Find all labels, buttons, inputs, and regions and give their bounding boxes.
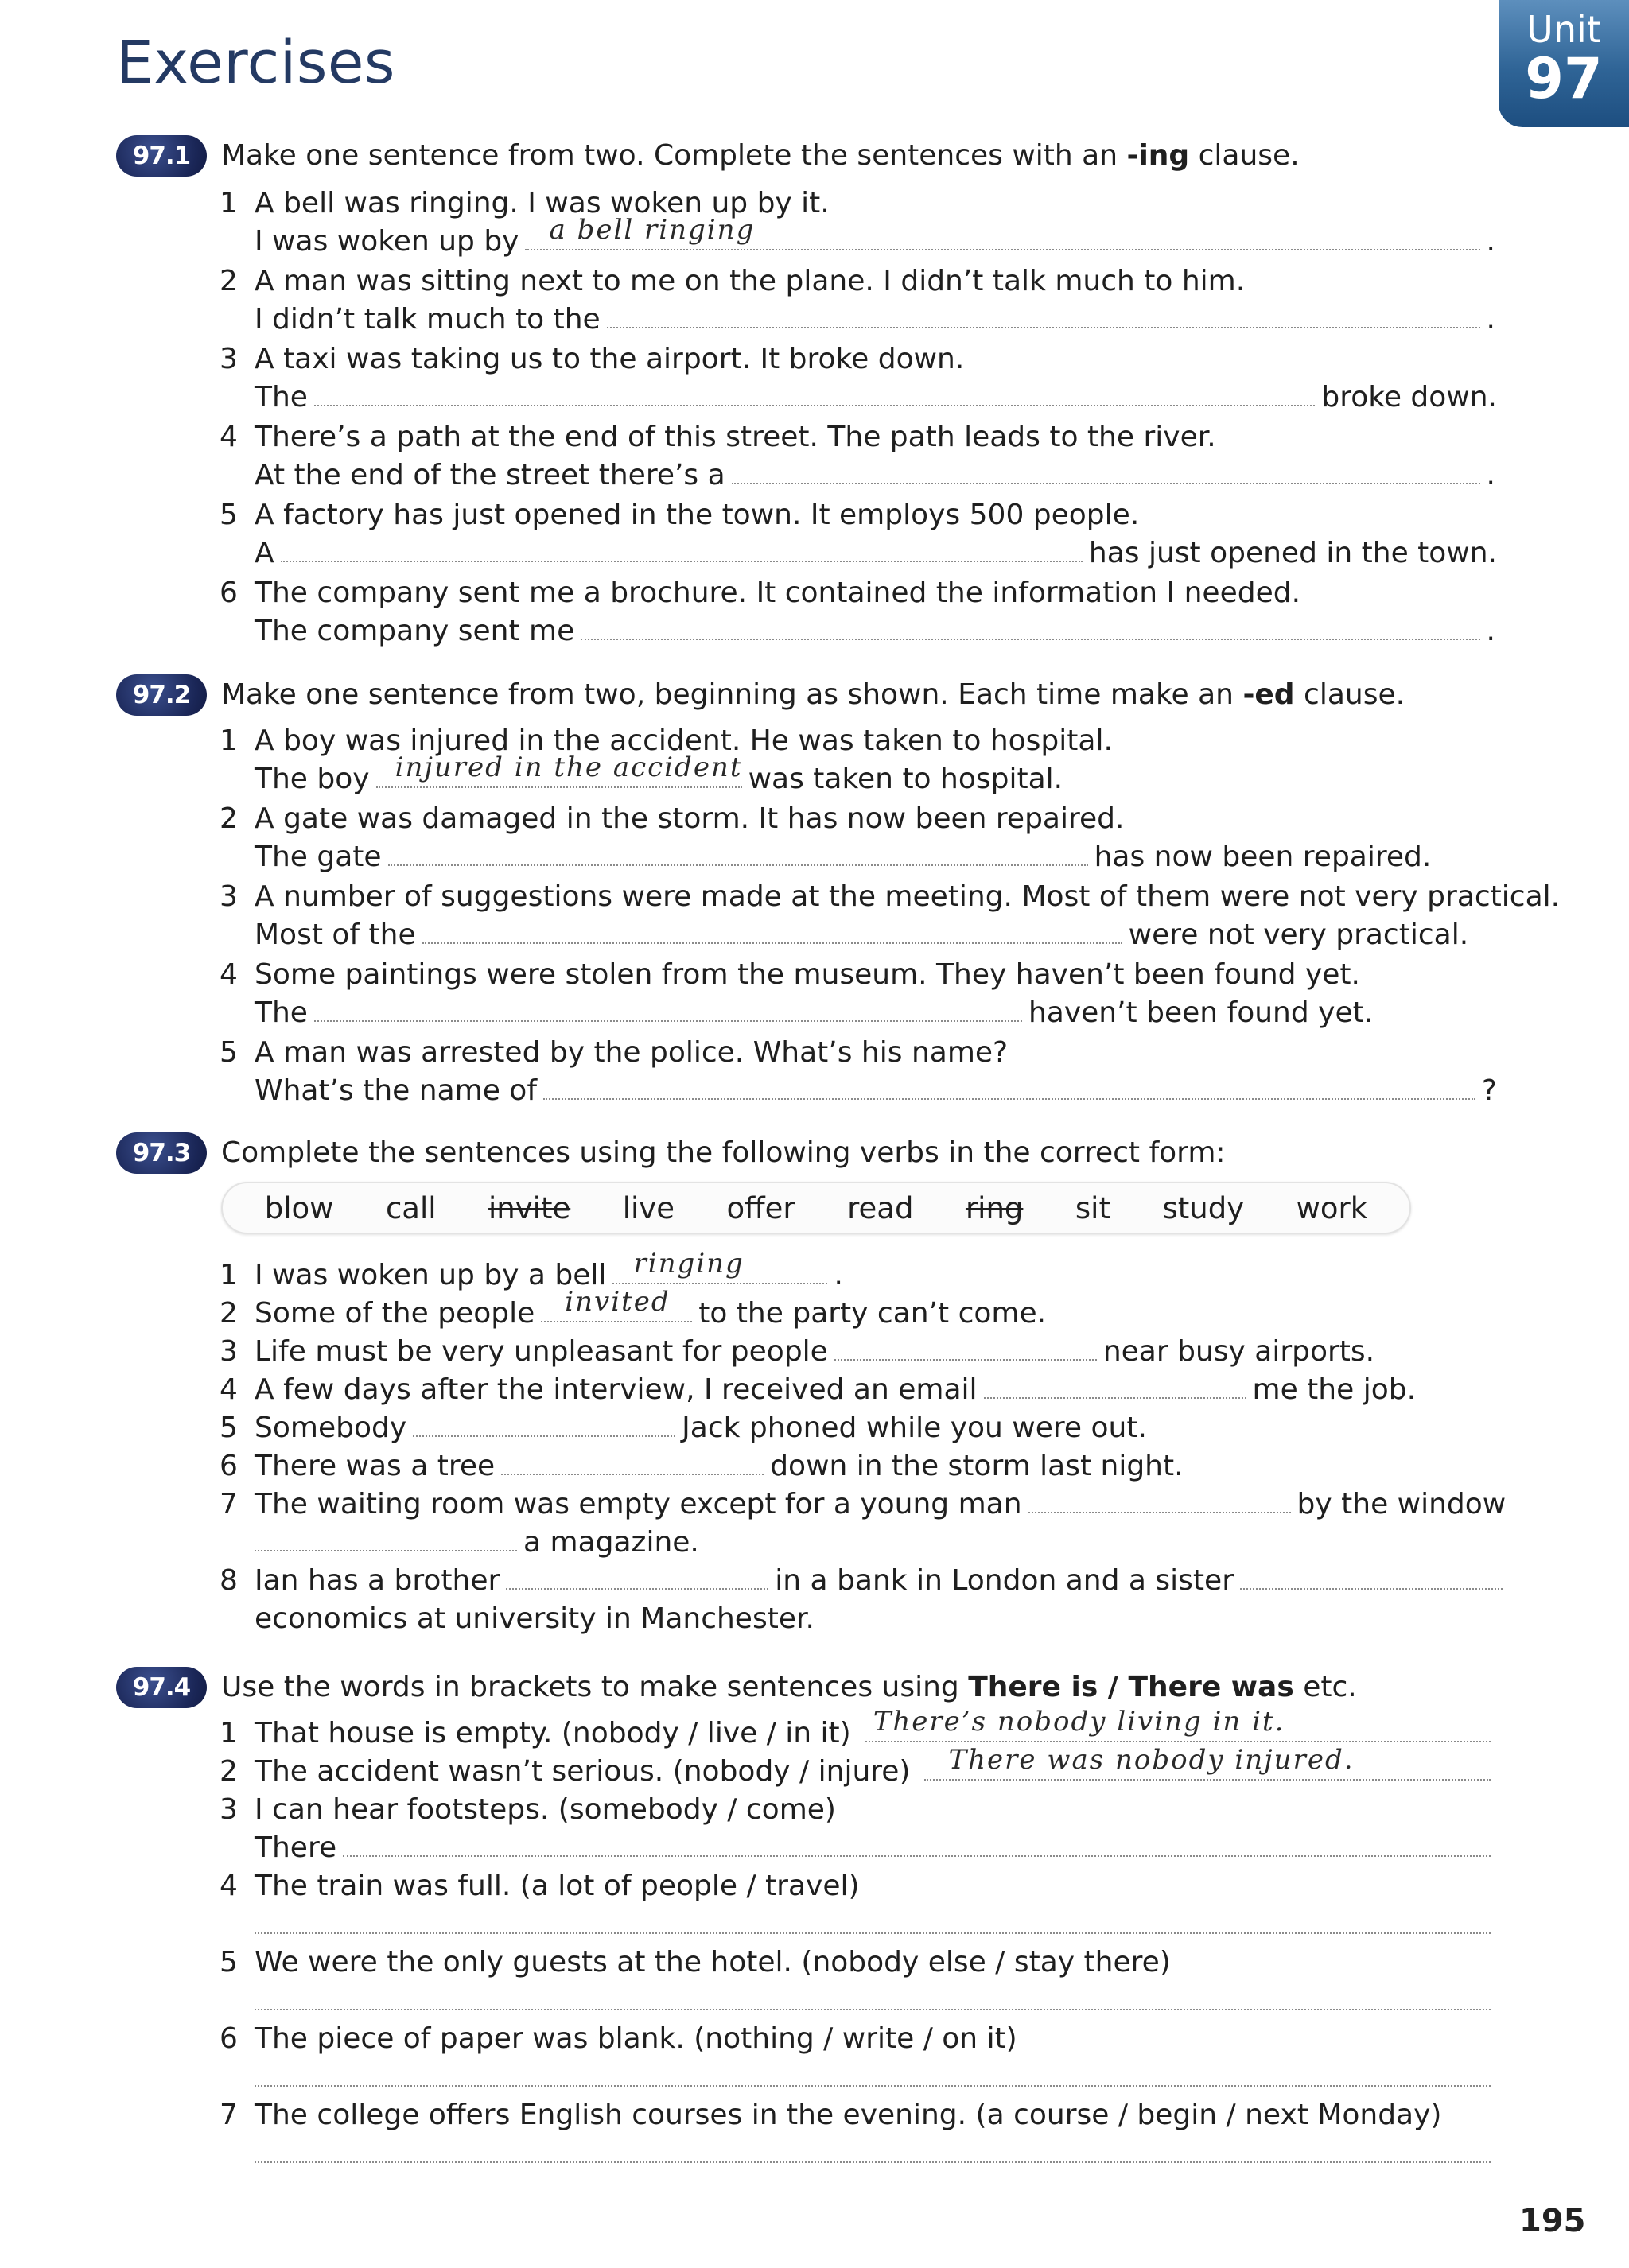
sentence-start: The waiting room was empty except for a young man bbox=[255, 1488, 1022, 1520]
section-instruction bbox=[221, 135, 1300, 177]
instruction-text: Make one sentence from two, beginning as shown. Each time make an bbox=[221, 678, 1243, 711]
word-bank-item-used: ring bbox=[965, 1190, 1024, 1225]
instruction-emphasis: -ing bbox=[1126, 139, 1190, 172]
answer-suffix: haven’t been found yet. bbox=[1028, 996, 1374, 1029]
question-text: The train was full. (a lot of people / travel) bbox=[255, 1870, 860, 1902]
word-bank-item: study bbox=[1162, 1190, 1245, 1225]
item-number: 2 bbox=[220, 802, 238, 835]
item-number: 1 bbox=[220, 1259, 238, 1291]
item-number: 4 bbox=[220, 1870, 238, 1902]
question-line bbox=[255, 2096, 1441, 2134]
answer-prefix: The bbox=[255, 381, 308, 414]
answer-blank[interactable] bbox=[255, 1910, 1491, 1934]
answer-blank[interactable] bbox=[834, 1337, 1097, 1361]
question-text: A gate was damaged in the storm. It has now been repaired. bbox=[255, 802, 1125, 835]
answer-line-continued bbox=[255, 1524, 699, 1562]
question-line bbox=[0, 418, 1629, 456]
answer-blank[interactable] bbox=[541, 1286, 692, 1322]
section-instruction: Complete the sentences using the following verbs in the correct form: bbox=[221, 1136, 1226, 1169]
answer-prefix: I was woken up by bbox=[255, 225, 519, 258]
question-text: A boy was injured in the accident. He was taken to hospital. bbox=[255, 724, 1113, 757]
answer-blank[interactable] bbox=[607, 305, 1480, 328]
answer-suffix: were not very practical. bbox=[1128, 918, 1469, 951]
question-text: A number of suggestions were made at the meeting. Most of them were not very practical. bbox=[255, 880, 1561, 913]
section-badge: 97.4 bbox=[116, 1667, 207, 1708]
item-number: 4 bbox=[220, 958, 238, 991]
answer-blank[interactable] bbox=[506, 1566, 768, 1590]
item-number: 4 bbox=[220, 421, 238, 453]
answer-line bbox=[255, 2063, 1497, 2087]
answer-blank[interactable] bbox=[314, 998, 1022, 1022]
answer-blank[interactable] bbox=[314, 383, 1315, 406]
answer-blank[interactable] bbox=[1240, 1566, 1503, 1590]
question-text: That house is empty. (nobody / live / in it) bbox=[255, 1717, 851, 1750]
answer-blank[interactable] bbox=[525, 214, 1479, 250]
question-text: The piece of paper was blank. (nothing / write / on it) bbox=[255, 2022, 1017, 2055]
sentence-start: Life must be very unpleasant for people bbox=[255, 1335, 828, 1368]
answer-suffix: . bbox=[1486, 615, 1495, 647]
answer-prefix: What’s the name of bbox=[255, 1074, 537, 1107]
section-97-1-header bbox=[116, 135, 207, 177]
answer-line bbox=[255, 751, 1063, 798]
sentence-start: A few days after the interview, I received an email bbox=[255, 1373, 978, 1406]
item-number: 7 bbox=[220, 2099, 238, 2131]
answer-line bbox=[255, 1744, 1497, 1791]
sentence-start: There was a tree bbox=[255, 1450, 496, 1482]
answer-blank[interactable] bbox=[612, 1248, 827, 1284]
sentence-end: by the window bbox=[1297, 1488, 1507, 1520]
item-number: 2 bbox=[220, 1755, 238, 1788]
answer-blank[interactable] bbox=[1028, 1489, 1291, 1513]
question-text: A bell was ringing. I was woken up by it. bbox=[255, 187, 830, 219]
question-line bbox=[0, 574, 1629, 612]
sentence-start: Ian has a brother bbox=[255, 1564, 500, 1597]
sentence-start: Somebody bbox=[255, 1412, 407, 1444]
answer-blank[interactable] bbox=[413, 1413, 675, 1437]
answer-line bbox=[255, 379, 1497, 417]
answer-line bbox=[255, 534, 1497, 573]
answer-line bbox=[255, 1986, 1497, 2010]
answer-line bbox=[255, 838, 1431, 876]
item-number: 7 bbox=[220, 1488, 238, 1520]
answer-blank[interactable] bbox=[255, 1986, 1491, 2010]
unit-number: 97 bbox=[1525, 46, 1603, 111]
instruction-emphasis: There is / There was bbox=[968, 1671, 1294, 1703]
item-number: 3 bbox=[220, 1335, 238, 1368]
instruction-text: Make one sentence from two. Complete the sentences with an bbox=[221, 139, 1127, 172]
question-line bbox=[0, 878, 1629, 916]
instruction-emphasis: -ed bbox=[1242, 678, 1295, 711]
question-text: The accident wasn’t serious. (nobody / injure) bbox=[255, 1755, 911, 1788]
answer-prefix: At the end of the street there’s a bbox=[255, 459, 725, 491]
item-number: 3 bbox=[220, 1793, 238, 1826]
answer-line bbox=[255, 1072, 1497, 1110]
answer-line bbox=[255, 916, 1468, 954]
section-97-3-header bbox=[116, 1132, 207, 1174]
answer-blank[interactable] bbox=[501, 1451, 764, 1475]
word-bank-item: offer bbox=[726, 1190, 795, 1225]
question-text: The college offers English courses in the evening. (a course / begin / next Monday) bbox=[255, 2099, 1442, 2131]
answer-line bbox=[255, 1409, 1147, 1447]
question-text: There’s a path at the end of this street. The path leads to the river. bbox=[255, 421, 1216, 453]
instruction-text: clause. bbox=[1294, 678, 1405, 711]
question-text: I can hear footsteps. (somebody / come) bbox=[255, 1793, 836, 1826]
answer-line bbox=[255, 1371, 1416, 1409]
page-number: 195 bbox=[1519, 2203, 1586, 2239]
answer-line bbox=[255, 1248, 843, 1295]
handwritten-answer: There’s nobody living in it. bbox=[873, 1706, 1285, 1738]
answer-blank[interactable] bbox=[388, 842, 1088, 866]
item-number: 6 bbox=[220, 577, 238, 609]
question-line bbox=[255, 2020, 1017, 2058]
instruction-text: etc. bbox=[1293, 1671, 1357, 1703]
answer-line bbox=[255, 1562, 1509, 1600]
answer-blank[interactable] bbox=[255, 2139, 1491, 2163]
question-line bbox=[0, 956, 1629, 994]
sentence-end: . bbox=[834, 1259, 843, 1291]
question-line bbox=[0, 340, 1629, 379]
answer-prefix: I didn’t talk much to the bbox=[255, 303, 601, 336]
answer-line bbox=[255, 301, 1495, 339]
page-title: Exercises bbox=[116, 29, 395, 97]
answer-line bbox=[255, 994, 1373, 1032]
answer-prefix: Most of the bbox=[255, 918, 416, 951]
item-number: 3 bbox=[220, 343, 238, 375]
sentence-end: near busy airports. bbox=[1102, 1335, 1375, 1368]
answer-blank[interactable] bbox=[865, 1706, 1491, 1742]
section-97-4-header bbox=[116, 1667, 207, 1708]
sentence-end: me the job. bbox=[1252, 1373, 1417, 1406]
sentence-start: Some of the people bbox=[255, 1297, 535, 1330]
sentence-end: economics at university in Manchester. bbox=[255, 1602, 814, 1635]
section-badge: 97.3 bbox=[116, 1132, 207, 1174]
item-number: 5 bbox=[220, 499, 238, 531]
answer-suffix: has now been repaired. bbox=[1094, 841, 1432, 873]
word-bank bbox=[221, 1182, 1411, 1234]
question-text: A factory has just opened in the town. It employs 500 people. bbox=[255, 499, 1140, 531]
question-line bbox=[0, 262, 1629, 301]
answer-suffix: has just opened in the town. bbox=[1088, 537, 1497, 569]
section-badge: 97.2 bbox=[116, 674, 207, 716]
answer-line bbox=[255, 1485, 1506, 1524]
sentence-end: Jack phoned while you were out. bbox=[682, 1412, 1147, 1444]
item-number: 8 bbox=[220, 1564, 238, 1597]
answer-suffix: . bbox=[1486, 303, 1495, 336]
word-bank-item: read bbox=[847, 1190, 914, 1225]
question-line bbox=[0, 1034, 1629, 1072]
section-97-2-header bbox=[116, 674, 207, 716]
answer-line bbox=[255, 1286, 1047, 1333]
item-number: 6 bbox=[220, 2022, 238, 2055]
answer-suffix: was taken to hospital. bbox=[748, 763, 1063, 795]
item-number: 2 bbox=[220, 265, 238, 297]
answer-line-continued bbox=[255, 1600, 814, 1638]
sentence-middle: in a bank in London and a sister bbox=[775, 1564, 1234, 1597]
answer-suffix: . bbox=[1486, 459, 1495, 491]
answer-prefix: There bbox=[255, 1831, 337, 1864]
question-text: A taxi was taking us to the airport. It broke down. bbox=[255, 343, 965, 375]
unit-label: Unit bbox=[1526, 8, 1601, 51]
item-number: 5 bbox=[220, 1946, 238, 1979]
section-instruction bbox=[221, 674, 1405, 716]
answer-blank[interactable] bbox=[281, 538, 1083, 562]
handwritten-answer: ringing bbox=[633, 1248, 745, 1280]
answer-line bbox=[255, 2139, 1497, 2163]
answer-prefix: The company sent me bbox=[255, 615, 575, 647]
question-text: We were the only guests at the hotel. (nobody else / stay there) bbox=[255, 1946, 1171, 1979]
instruction-text: clause. bbox=[1189, 139, 1300, 172]
answer-blank[interactable] bbox=[924, 1744, 1491, 1781]
answer-line bbox=[255, 1829, 1497, 1867]
sentence-end: down in the storm last night. bbox=[770, 1450, 1184, 1482]
word-bank-item: work bbox=[1296, 1190, 1368, 1225]
sentence-end: to the party can’t come. bbox=[698, 1297, 1047, 1330]
question-line bbox=[255, 1944, 1171, 1982]
word-bank-item-used: invite bbox=[488, 1190, 571, 1225]
answer-prefix: The bbox=[255, 996, 308, 1029]
answer-prefix: The gate bbox=[255, 841, 382, 873]
answer-blank[interactable] bbox=[376, 751, 743, 788]
item-number: 2 bbox=[220, 1297, 238, 1330]
answer-prefix: A bbox=[255, 537, 274, 569]
answer-line bbox=[255, 214, 1495, 261]
section-badge: 97.1 bbox=[116, 135, 207, 177]
answer-blank[interactable] bbox=[732, 460, 1480, 484]
question-line bbox=[0, 722, 1629, 760]
question-text: Some paintings were stolen from the museum. They haven’t been found yet. bbox=[255, 958, 1360, 991]
answer-blank[interactable] bbox=[343, 1833, 1491, 1857]
answer-line bbox=[255, 1333, 1374, 1371]
question-text: The company sent me a brochure. It contained the information I needed. bbox=[255, 577, 1301, 609]
sentence-start: I was woken up by a bell bbox=[255, 1259, 607, 1291]
item-number: 3 bbox=[220, 880, 238, 913]
item-number: 4 bbox=[220, 1373, 238, 1406]
word-bank-item: blow bbox=[264, 1190, 334, 1225]
question-line bbox=[0, 496, 1629, 534]
handwritten-answer: injured in the accident bbox=[395, 751, 743, 783]
answer-line bbox=[255, 456, 1495, 495]
answer-blank[interactable] bbox=[984, 1375, 1246, 1399]
item-number: 1 bbox=[220, 187, 238, 219]
handwritten-answer: a bell ringing bbox=[549, 214, 756, 246]
answer-blank[interactable] bbox=[422, 920, 1122, 944]
word-bank-item: live bbox=[622, 1190, 675, 1225]
question-line bbox=[0, 800, 1629, 838]
answer-line bbox=[255, 1910, 1497, 1934]
answer-suffix: . bbox=[1486, 225, 1495, 258]
handwritten-answer: invited bbox=[565, 1286, 671, 1318]
answer-blank[interactable] bbox=[581, 616, 1479, 640]
item-number: 5 bbox=[220, 1412, 238, 1444]
handwritten-answer: There was nobody injured. bbox=[948, 1744, 1355, 1776]
answer-line bbox=[255, 612, 1495, 650]
item-number: 6 bbox=[220, 1450, 238, 1482]
answer-line bbox=[255, 1447, 1184, 1485]
instruction-text: Use the words in brackets to make sentences using bbox=[221, 1671, 969, 1703]
word-bank-item: sit bbox=[1075, 1190, 1110, 1225]
answer-suffix: broke down. bbox=[1321, 381, 1497, 414]
answer-blank[interactable] bbox=[255, 1528, 517, 1551]
answer-suffix: ? bbox=[1481, 1074, 1497, 1107]
word-bank-item: call bbox=[385, 1190, 437, 1225]
question-line bbox=[255, 1867, 860, 1905]
unit-tab bbox=[1499, 0, 1629, 127]
answer-blank[interactable] bbox=[543, 1076, 1475, 1100]
question-line bbox=[0, 184, 1629, 223]
question-line bbox=[255, 1791, 836, 1829]
question-text: A man was sitting next to me on the plane. I didn’t talk much to him. bbox=[255, 265, 1246, 297]
answer-blank[interactable] bbox=[255, 2063, 1491, 2087]
answer-prefix: The boy bbox=[255, 763, 370, 795]
item-number: 1 bbox=[220, 724, 238, 757]
item-number: 5 bbox=[220, 1036, 238, 1069]
sentence-end: a magazine. bbox=[523, 1526, 699, 1559]
question-text: A man was arrested by the police. What’s his name? bbox=[255, 1036, 1009, 1069]
item-number: 1 bbox=[220, 1717, 238, 1750]
